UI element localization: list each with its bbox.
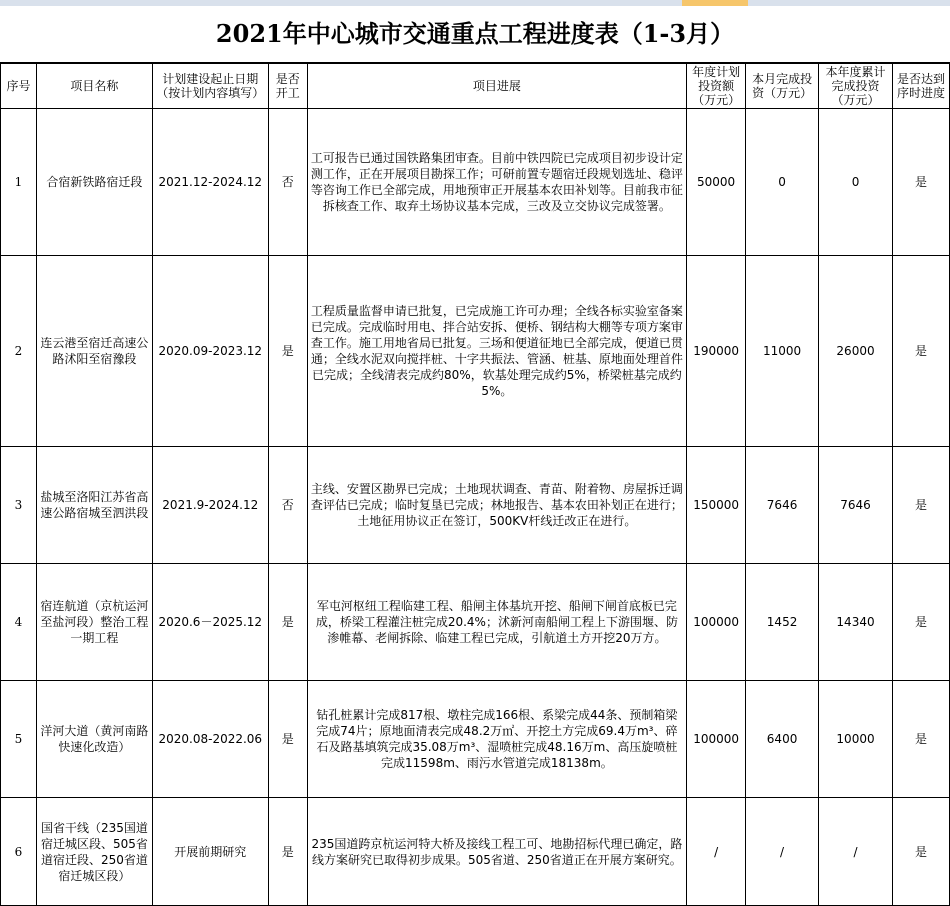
cell-period[interactable]: 2020.09-2023.12 xyxy=(152,256,268,447)
cell-on-schedule[interactable]: 是 xyxy=(892,447,949,564)
cell-name[interactable]: 连云港至宿迁高速公路沭阳至宿豫段 xyxy=(36,256,152,447)
cell-seq[interactable]: 6 xyxy=(1,798,37,906)
cell-name[interactable]: 合宿新铁路宿迁段 xyxy=(36,109,152,256)
cell-month-invest[interactable]: 11000 xyxy=(746,256,819,447)
cell-seq[interactable]: 5 xyxy=(1,681,37,798)
header-row xyxy=(1,64,950,109)
table-row xyxy=(1,256,950,447)
cell-seq[interactable]: 2 xyxy=(1,256,37,447)
cell-on-schedule[interactable]: 是 xyxy=(892,564,949,681)
header-seq[interactable]: 序号 xyxy=(1,64,37,109)
cell-period[interactable]: 2020.6－2025.12 xyxy=(152,564,268,681)
cell-ytd-invest[interactable]: 10000 xyxy=(819,681,893,798)
cell-month-invest[interactable]: 7646 xyxy=(746,447,819,564)
header-plan-invest[interactable]: 年度计划投资额（万元） xyxy=(687,64,746,109)
cell-progress[interactable]: 钻孔桩累计完成817根、墩柱完成166根、系梁完成44条、预制箱梁完成74片；原地面清表完成48.2万㎡、开挖土方完成69.4万m³、碎石及路基填筑完成35.08万m³、湿喷桩完成48.16万m、高压旋喷桩完成11598m、雨污水管道完成18138m。 xyxy=(307,681,686,798)
cell-started[interactable]: 是 xyxy=(268,681,307,798)
cell-plan-invest[interactable]: 190000 xyxy=(687,256,746,447)
cell-progress[interactable]: 工程质量监督申请已批复，已完成施工许可办理；全线各标实验室备案已完成。完成临时用电、拌合站安拆、便桥、钢结构大棚等专项方案审查工作。施工用地省局已批复。三场和便道征地已全部完成，便道已贯通；全线水泥双向搅拌桩、十字共振法、管涵、桩基、原地面处理首件已完成；全线清表完成约80%，软基处理完成约5%，桥梁桩基完成约5%。 xyxy=(307,256,686,447)
cell-ytd-invest[interactable]: 26000 xyxy=(819,256,893,447)
cell-progress[interactable]: 主线、安置区勘界已完成；土地现状调查、青苗、附着物、房屋拆迁调查评估已完成；临时复垦已完成；林地报告、基本农田补划正在进行；土地征用协议正在签订，500KV杆线迁改正在进行。 xyxy=(307,447,686,564)
cell-on-schedule[interactable]: 是 xyxy=(892,109,949,256)
cell-on-schedule[interactable]: 是 xyxy=(892,681,949,798)
cell-started[interactable]: 是 xyxy=(268,256,307,447)
header-month-invest[interactable]: 本月完成投资（万元） xyxy=(746,64,819,109)
header-on-schedule[interactable]: 是否达到序时进度 xyxy=(892,64,949,109)
table-row xyxy=(1,798,950,906)
cell-plan-invest[interactable]: 50000 xyxy=(687,109,746,256)
cell-plan-invest[interactable]: / xyxy=(687,798,746,906)
cell-name[interactable]: 洋河大道（黄河南路快速化改造） xyxy=(36,681,152,798)
cell-on-schedule[interactable]: 是 xyxy=(892,256,949,447)
cell-period[interactable]: 开展前期研究 xyxy=(152,798,268,906)
table-row xyxy=(1,681,950,798)
cell-name[interactable]: 国省干线（235国道宿迁城区段、505省道宿迁段、250省道宿迁城区段） xyxy=(36,798,152,906)
cell-seq[interactable]: 4 xyxy=(1,564,37,681)
table-row xyxy=(1,109,950,256)
header-ytd-invest[interactable]: 本年度累计完成投资（万元） xyxy=(819,64,893,109)
cell-started[interactable]: 是 xyxy=(268,798,307,906)
cell-plan-invest[interactable]: 150000 xyxy=(687,447,746,564)
cell-progress[interactable]: 军屯河枢纽工程临建工程、船闸主体基坑开挖、船闸下闸首底板已完成，桥梁工程灌注桩完成20.4%；沭新河南船闸工程上下游围堰、防渗帷幕、老闸拆除、临建工程已完成，引航道土方开挖20万方。 xyxy=(307,564,686,681)
cell-ytd-invest[interactable]: 7646 xyxy=(819,447,893,564)
header-period[interactable]: 计划建设起止日期（按计划内容填写） xyxy=(152,64,268,109)
table-row xyxy=(1,447,950,564)
cell-month-invest[interactable]: / xyxy=(746,798,819,906)
cell-started[interactable]: 否 xyxy=(268,447,307,564)
cell-period[interactable]: 2021.9-2024.12 xyxy=(152,447,268,564)
cell-plan-invest[interactable]: 100000 xyxy=(687,681,746,798)
progress-table xyxy=(0,63,950,906)
cell-on-schedule[interactable]: 是 xyxy=(892,798,949,906)
cell-month-invest[interactable]: 0 xyxy=(746,109,819,256)
cell-month-invest[interactable]: 1452 xyxy=(746,564,819,681)
cell-progress[interactable]: 235国道跨京杭运河特大桥及接线工程工可、地勘招标代理已确定，路线方案研究已取得初步成果。505省道、250省道正在开展方案研究。 xyxy=(307,798,686,906)
cell-ytd-invest[interactable]: 0 xyxy=(819,109,893,256)
cell-plan-invest[interactable]: 100000 xyxy=(687,564,746,681)
table-row xyxy=(1,564,950,681)
header-progress[interactable]: 项目进展 xyxy=(307,64,686,109)
cell-name[interactable]: 宿连航道（京杭运河至盐河段）整治工程一期工程 xyxy=(36,564,152,681)
cell-month-invest[interactable]: 6400 xyxy=(746,681,819,798)
cell-seq[interactable]: 1 xyxy=(1,109,37,256)
cell-ytd-invest[interactable]: 14340 xyxy=(819,564,893,681)
page-title: 2021年中心城市交通重点工程进度表（1-3月） xyxy=(0,6,950,63)
cell-progress[interactable]: 工可报告已通过国铁路集团审查。目前中铁四院已完成项目初步设计定测工作，正在开展项目勘探工作；可研前置专题宿迁段规划选址、稳评等咨询工作已全部完成，用地预审正开展基本农田补划等。目前我市征拆核查工作、取弃土场协议基本完成，三改及立交协议完成签署。 xyxy=(307,109,686,256)
header-name[interactable]: 项目名称 xyxy=(36,64,152,109)
cell-ytd-invest[interactable]: / xyxy=(819,798,893,906)
cell-started[interactable]: 是 xyxy=(268,564,307,681)
cell-seq[interactable]: 3 xyxy=(1,447,37,564)
header-started[interactable]: 是否开工 xyxy=(268,64,307,109)
cell-started[interactable]: 否 xyxy=(268,109,307,256)
cell-period[interactable]: 2020.08-2022.06 xyxy=(152,681,268,798)
cell-name[interactable]: 盐城至洛阳江苏省高速公路宿城至泗洪段 xyxy=(36,447,152,564)
cell-period[interactable]: 2021.12-2024.12 xyxy=(152,109,268,256)
